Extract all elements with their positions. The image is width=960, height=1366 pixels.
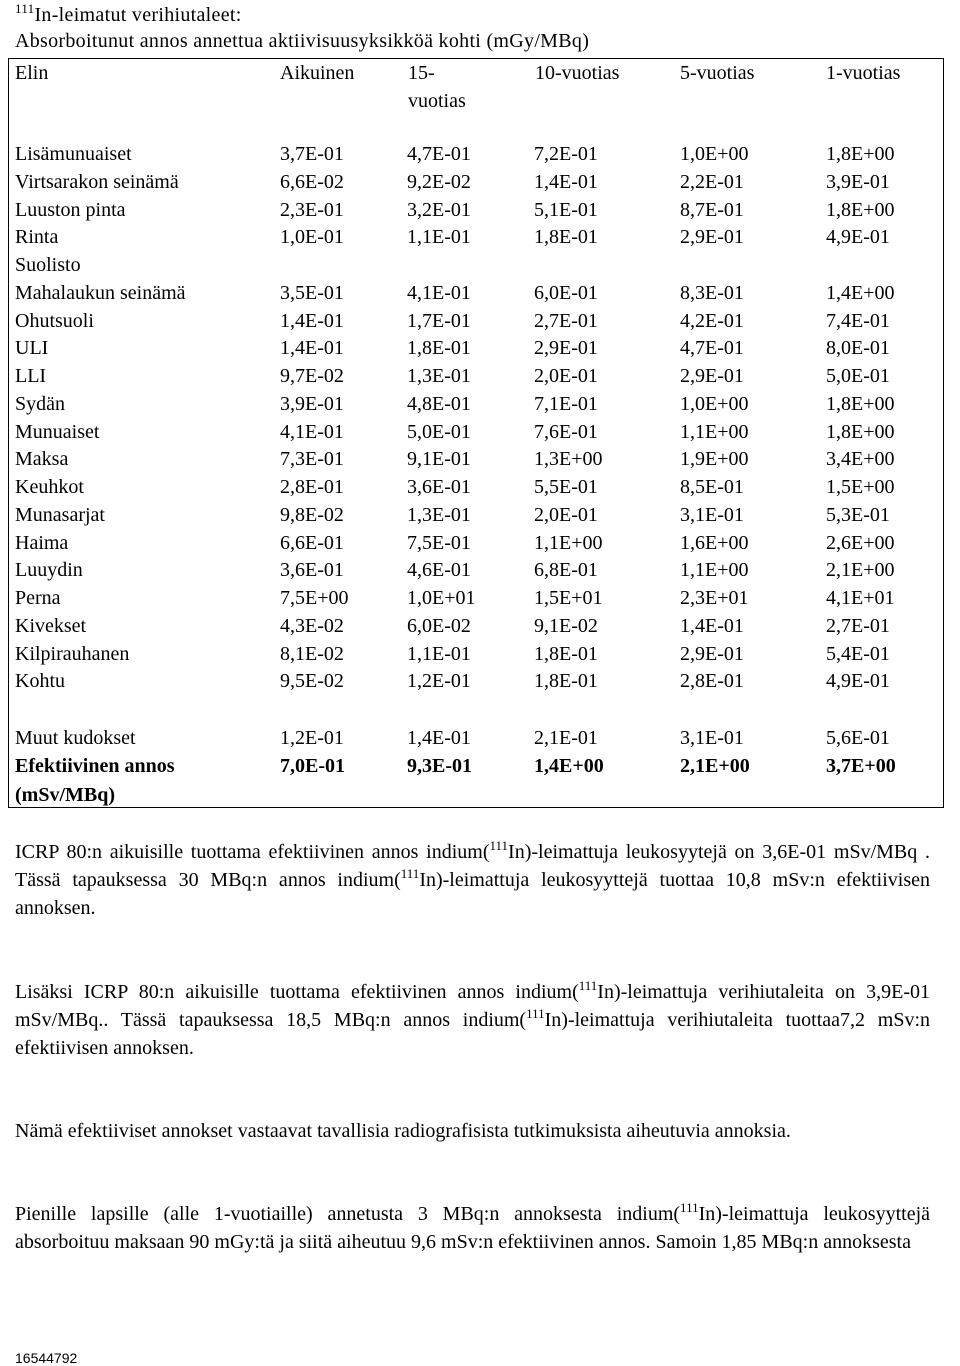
dose-cell: 9,1E-02 (534, 614, 598, 637)
dose-cell: 4,8E-01 (407, 392, 471, 415)
dose-cell: 4,6E-01 (407, 559, 471, 582)
organ-cell: Munuaiset (15, 420, 100, 443)
dose-cell: 1,8E+00 (826, 420, 895, 443)
dose-cell: 1,8E+00 (826, 392, 895, 415)
dose-cell: 1,3E-01 (407, 365, 471, 387)
dose-cell: 1,1E-01 (407, 642, 471, 665)
dose-cell: 4,3E-02 (280, 614, 344, 637)
table-row (15, 310, 945, 338)
table-row (15, 615, 945, 643)
table-row (15, 365, 945, 393)
paragraph-children: Pienille lapsille (alle 1-vuotiaille) annetusta 3 MBq:n annoksesta indium($^{111}$In)-leimattuja leukosyyttejä absorboituu maksaan 90 mGy:tä ja siitä aiheutuu 9,6 mSv:n efektiivinen annos. Samoin 1,85 MBq:n annoksesta (15, 1200, 930, 1253)
dose-cell: 2,8E-01 (680, 670, 744, 693)
dose-cell: 3,2E-01 (407, 198, 471, 221)
dose-cell: 4,1E-01 (407, 281, 471, 304)
dose-cell: 8,7E-01 (680, 198, 744, 221)
dose-cell: 4,2E-01 (680, 309, 744, 332)
dose-cell: 3,5E-01 (280, 281, 344, 304)
dose-cell: 1,3E+00 (534, 448, 603, 471)
dose-cell: 1,1E+00 (680, 420, 749, 443)
dose-cell: 2,7E-01 (534, 309, 598, 332)
dose-cell: 1,4E-01 (280, 337, 344, 360)
dose-cell: 1,8E-01 (534, 226, 598, 249)
dose-cell: 1,4E-01 (280, 309, 344, 332)
dose-cell: 1,5E+01 (534, 587, 603, 609)
dose-cell: 2,9E-01 (680, 365, 744, 387)
dose-cell: 1,4E-01 (680, 614, 744, 637)
dose-cell: 7,2E-01 (534, 143, 598, 165)
organ-cell: Haima (15, 531, 69, 554)
dose-cell: 2,3E-01 (280, 198, 344, 221)
dose-cell: 4,1E-01 (280, 420, 344, 443)
paragraph-platelets: Lisäksi ICRP 80:n aikuisille tuottama efektiivinen annos indium($^{111}$In)-leimattuja verihiutaleita on 3,9E-01 mSv/MBq.. Tässä tapauksessa 18,5 MBq:n annos indium($^{111}$In)-leimattuja verihiutaleita tuottaa7,2 mSv:n efektiivisen annoksen. (15, 978, 930, 1059)
dose-cell: 6,6E-02 (280, 170, 344, 193)
organ-cell: Luuston pinta (15, 198, 126, 221)
dose-cell: 2,2E-01 (680, 170, 744, 193)
table-row-other-tissues (15, 727, 945, 755)
dose-cell: 6,8E-01 (534, 559, 598, 582)
dose-cell: 1,8E+00 (826, 198, 895, 221)
dose-cell: 7,4E-01 (826, 309, 890, 332)
organ-cell: Kilpirauhanen (15, 642, 130, 665)
dose-cell: 1,2E-01 (407, 670, 471, 693)
dose-cell: 1,1E+00 (534, 531, 603, 554)
dose-cell: 1,0E+00 (680, 143, 749, 165)
dose-cell: 1,7E-01 (407, 309, 471, 332)
organ-cell: Keuhkot (15, 476, 84, 498)
dose-cell: 1,3E-01 (407, 503, 471, 526)
dose-cell: 4,7E-01 (407, 143, 471, 165)
dose-cell: 3,1E-01 (680, 503, 744, 526)
header-1yr: 1-vuotias (826, 62, 901, 84)
dose-cell: 2,6E+00 (826, 531, 895, 554)
table-row (15, 559, 945, 587)
table-row-effective-dose (15, 755, 945, 783)
dose-cell: 1,8E-01 (534, 670, 598, 693)
dose-cell: 6,6E-01 (280, 531, 344, 554)
dose-cell: 8,3E-01 (680, 281, 744, 304)
organ-cell: Mahalaukun seinämä (15, 281, 186, 304)
dose-cell: 2,7E-01 (826, 614, 890, 637)
dose-cell: 1,8E-01 (534, 642, 598, 665)
title-text: In-leimatut verihiutaleet: (34, 4, 242, 26)
organ-cell: Rinta (15, 226, 59, 249)
dose-cell: 3,9E-01 (280, 392, 344, 415)
table-row (15, 448, 945, 476)
dose-cell: 7,5E+00 (280, 587, 349, 609)
header-adult: Aikuinen (280, 62, 355, 84)
dose-cell: 1,4E-01 (407, 727, 471, 749)
dose-cell: 2,1E+00 (680, 755, 750, 777)
effective-dose-unit: (mSv/MBq) (15, 784, 115, 806)
isotope-superscript: 111 (15, 1, 35, 16)
table-row (15, 199, 945, 227)
dose-cell: 5,3E-01 (826, 503, 890, 526)
organ-cell: Perna (15, 587, 61, 609)
table-row (15, 421, 945, 449)
dose-cell: 2,9E-01 (680, 226, 744, 249)
organ-cell: Virtsarakon seinämä (15, 170, 179, 193)
organ-cell: LLI (15, 365, 47, 387)
dose-cell: 4,9E-01 (826, 226, 890, 249)
organ-cell: Munasarjat (15, 503, 105, 526)
dose-cell: 3,6E-01 (407, 476, 471, 498)
dose-cell: 1,6E+00 (680, 531, 749, 554)
dose-cell: 7,1E-01 (534, 392, 598, 415)
dose-cell: 9,8E-02 (280, 503, 344, 526)
dose-cell: 6,0E-01 (534, 281, 598, 304)
dose-cell: 1,0E-01 (280, 226, 344, 249)
organ-cell: ULI (15, 337, 49, 360)
dose-cell: 1,1E+00 (680, 559, 749, 582)
dose-cell: 5,1E-01 (534, 198, 598, 221)
dose-cell: 2,9E-01 (680, 642, 744, 665)
dose-cell: 1,8E-01 (407, 337, 471, 360)
organ-cell: Maksa (15, 448, 69, 471)
dose-cell: 8,5E-01 (680, 476, 744, 498)
dose-cell: 9,7E-02 (280, 365, 344, 387)
dose-cell: 2,1E+00 (826, 559, 895, 582)
dose-cell: 5,5E-01 (534, 476, 598, 498)
organ-cell: Muut kudokset (15, 727, 136, 749)
table-row (15, 254, 945, 282)
organ-cell: Luuydin (15, 559, 83, 582)
organ-cell: Lisämunuaiset (15, 143, 132, 165)
paragraph-leukocytes: ICRP 80:n aikuisille tuottama efektiivinen annos indium($^{111}$In)-leimattuja leukosyytejä on 3,6E-01 mSv/MBq . Tässä tapauksessa 30 MBq:n annos indium($^{111}$In)-leimattuja leukosyyttejä tuottaa 10,8 mSv:n efektiivisen annoksen. (15, 838, 930, 919)
dose-cell: 1,5E+00 (826, 476, 895, 498)
organ-cell: Suolisto (15, 254, 81, 276)
document-title (15, 1, 242, 27)
dose-cell: 1,4E+00 (534, 755, 604, 777)
dose-cell: 4,7E-01 (680, 337, 744, 360)
header-10yr: 10-vuotias (535, 62, 620, 84)
dose-cell: 2,3E+01 (680, 587, 749, 609)
table-row (15, 587, 945, 615)
dose-cell: 1,0E+01 (407, 587, 476, 609)
dose-cell: 4,1E+01 (826, 587, 895, 609)
dose-cell: 5,4E-01 (826, 642, 890, 665)
dose-cell: 7,3E-01 (280, 448, 344, 471)
dose-cell: 8,0E-01 (826, 337, 890, 360)
header-5yr: 5-vuotias (680, 62, 755, 84)
dose-cell: 6,0E-02 (407, 614, 471, 637)
dose-cell: 9,2E-02 (407, 170, 471, 193)
header-15yr: 15- (408, 62, 435, 84)
table-row (15, 504, 945, 532)
table-row (15, 337, 945, 365)
organ-cell: Ohutsuoli (15, 309, 94, 332)
dose-cell: 3,9E-01 (826, 170, 890, 193)
dose-cell: 5,6E-01 (826, 727, 890, 749)
dose-cell: 1,0E+00 (680, 392, 749, 415)
table-row (15, 532, 945, 560)
dose-cell: 2,8E-01 (280, 476, 344, 498)
table-row (15, 226, 945, 254)
table-caption: Absorboitunut annos annettua aktiivisuusyksikköä kohti (mGy/MBq) (15, 30, 590, 52)
dose-cell: 8,1E-02 (280, 642, 344, 665)
dose-cell: 3,7E-01 (280, 143, 344, 165)
dose-cell: 2,0E-01 (534, 365, 598, 387)
dose-cell: 2,0E-01 (534, 503, 598, 526)
dose-cell: 1,2E-01 (280, 727, 344, 749)
table-row (15, 476, 945, 504)
dose-cell: 1,9E+00 (680, 448, 749, 471)
dose-cell: 5,0E-01 (407, 420, 471, 443)
organ-cell: Sydän (15, 392, 65, 415)
table-row (15, 143, 945, 171)
organ-cell: Kohtu (15, 670, 65, 693)
dose-cell: 9,1E-01 (407, 448, 471, 471)
dose-cell: 2,9E-01 (534, 337, 598, 360)
dose-cell: 5,0E-01 (826, 365, 890, 387)
dose-cell: 3,6E-01 (280, 559, 344, 582)
paragraph-comparison: Nämä efektiiviset annokset vastaavat tavallisia radiografisista tutkimuksista aiheutuvia annoksia. (15, 1120, 791, 1142)
dose-cell: 3,1E-01 (680, 727, 744, 749)
dose-cell: 9,3E-01 (407, 755, 472, 777)
dose-cell: 1,1E-01 (407, 226, 471, 249)
organ-cell: Efektiivinen annos (15, 755, 175, 777)
dose-cell: 9,5E-02 (280, 670, 344, 693)
table-row (15, 171, 945, 199)
document-id: 16544792 (15, 1350, 78, 1366)
dose-cell: 1,4E-01 (534, 170, 598, 193)
table-row (15, 282, 945, 310)
dose-cell: 7,0E-01 (280, 755, 345, 777)
dose-cell: 3,4E+00 (826, 448, 895, 471)
dose-cell: 1,8E+00 (826, 143, 895, 165)
table-row (15, 643, 945, 671)
organ-cell: Kivekset (15, 614, 87, 637)
dose-cell: 4,9E-01 (826, 670, 890, 693)
dose-cell: 2,1E-01 (534, 727, 598, 749)
dose-cell: 7,6E-01 (534, 420, 598, 443)
table-row (15, 670, 945, 698)
table-row (15, 393, 945, 421)
dose-cell: 7,5E-01 (407, 531, 471, 554)
header-organ: Elin (15, 62, 49, 84)
header-15yr-cont: vuotias (408, 90, 466, 112)
dose-cell: 1,4E+00 (826, 281, 895, 304)
dose-cell: 3,7E+00 (826, 755, 896, 777)
